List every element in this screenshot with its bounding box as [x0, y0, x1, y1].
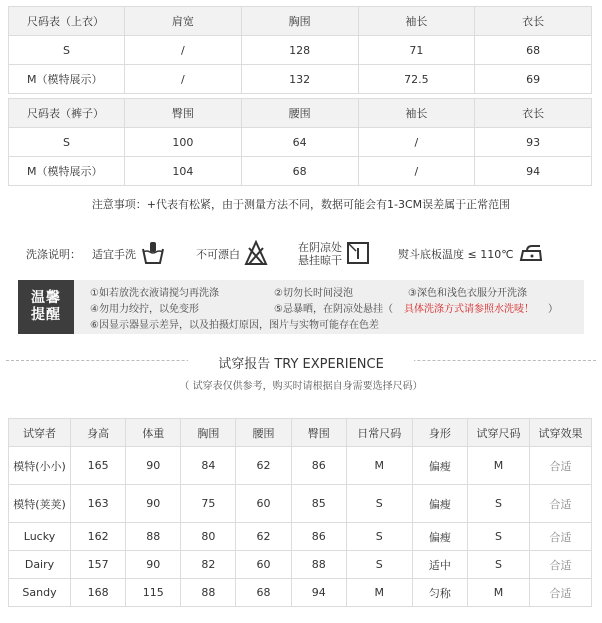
table-cell: 90: [126, 447, 181, 485]
table-cell: M（模特展示）: [9, 65, 125, 94]
header-cell: 尺码表（裤子）: [9, 99, 125, 128]
header-cell: 日常尺码: [346, 419, 412, 447]
shade-dry-icon: [346, 241, 370, 268]
table-cell: /: [125, 36, 242, 65]
header-cell: 肩宽: [125, 7, 242, 36]
table-row: [9, 128, 592, 157]
table-cell: 157: [71, 551, 126, 579]
wash-label: 洗涤说明：: [26, 248, 81, 261]
table-cell: 90: [126, 485, 181, 523]
table-cell: S: [346, 523, 412, 551]
table-cell: 合适: [530, 579, 592, 607]
table-cell: 86: [291, 523, 346, 551]
table-cell: Sandy: [9, 579, 71, 607]
header-cell: 胸围: [181, 419, 236, 447]
table-cell: 90: [126, 551, 181, 579]
table-cell: S: [468, 485, 530, 523]
table-cell: 80: [181, 523, 236, 551]
table-cell: 75: [181, 485, 236, 523]
header-cell: 试穿尺码: [468, 419, 530, 447]
table-cell: 104: [125, 157, 242, 186]
reminder-box: [18, 280, 584, 334]
table-row: [9, 551, 592, 579]
table-header-row: [9, 99, 592, 128]
header-cell: 试穿效果: [530, 419, 592, 447]
table-row: [9, 157, 592, 186]
header-cell: 腰围: [236, 419, 291, 447]
table-cell: 165: [71, 447, 126, 485]
table-row: [9, 447, 592, 485]
table-cell: S: [9, 128, 125, 157]
no-bleach-icon: [244, 240, 268, 269]
table-row: [9, 36, 592, 65]
iron-icon: [518, 242, 544, 267]
table-cell: 合适: [530, 551, 592, 579]
table-row: [9, 579, 592, 607]
header-cell: 胸围: [241, 7, 358, 36]
table-cell: /: [125, 65, 242, 94]
table-cell: 94: [475, 157, 592, 186]
table-cell: 适中: [412, 551, 467, 579]
tip-1: ①如若放洗衣液请搅匀再洗涤: [90, 288, 219, 299]
table-cell: 62: [236, 447, 291, 485]
tip-5: ⑤忌暴晒，在阴凉处悬挂（: [274, 304, 393, 315]
table-cell: 84: [181, 447, 236, 485]
table-cell: 85: [291, 485, 346, 523]
table-row: [9, 485, 592, 523]
table-cell: 68: [241, 157, 358, 186]
iron-item: 熨斗底板温度 ≤ 110℃: [398, 237, 544, 271]
table-row: [9, 523, 592, 551]
table-cell: 69: [475, 65, 592, 94]
table-cell: 合适: [530, 523, 592, 551]
header-cell: 身形: [412, 419, 467, 447]
table-cell: 64: [241, 128, 358, 157]
size-table-pants: [8, 98, 592, 186]
table-cell: M: [468, 447, 530, 485]
try-report-title: 试穿报告 TRY EXPERIENCE: [188, 353, 414, 372]
table-cell: M: [346, 579, 412, 607]
hand-wash-icon: [140, 240, 166, 269]
table-cell: 168: [71, 579, 126, 607]
table-cell: 偏瘦: [412, 485, 467, 523]
header-cell: 尺码表（上衣）: [9, 7, 125, 36]
table-cell: 偏瘦: [412, 523, 467, 551]
table-cell: S: [346, 485, 412, 523]
table-cell: S: [468, 523, 530, 551]
size-table-top: [8, 6, 592, 94]
table-cell: 93: [475, 128, 592, 157]
table-row: [9, 65, 592, 94]
table-cell: 88: [126, 523, 181, 551]
reminder-badge: 温馨 提醒: [18, 280, 74, 334]
table-cell: 88: [291, 551, 346, 579]
table-cell: 72.5: [358, 65, 475, 94]
tip-4: ④勿用力绞拧，以免变形: [90, 304, 199, 315]
header-cell: 试穿者: [9, 419, 71, 447]
table-cell: M: [346, 447, 412, 485]
table-cell: 162: [71, 523, 126, 551]
header-cell: 体重: [126, 419, 181, 447]
shade-dry-item: 在阴凉处 悬挂晾干: [298, 237, 370, 271]
measurement-note: 注意事项：+代表有松紧，由于测量方法不同，数据可能会有1-3CM误差属于正常范围: [91, 198, 511, 211]
table-cell: M（模特展示）: [9, 157, 125, 186]
table-header-row: [9, 419, 592, 447]
table-cell: 匀称: [412, 579, 467, 607]
table-cell: Lucky: [9, 523, 71, 551]
tip-6: ⑥因显示器显示差异，以及拍摄灯原因，图片与实物可能存在色差: [90, 320, 379, 331]
tip-2: ②切勿长时间浸泡: [274, 288, 353, 299]
table-cell: 60: [236, 485, 291, 523]
hand-wash-item: 适宜手洗: [92, 237, 166, 271]
table-cell: 86: [291, 447, 346, 485]
table-cell: S: [9, 36, 125, 65]
table-cell: Dairy: [9, 551, 71, 579]
table-cell: 模特(荚荚): [9, 485, 71, 523]
table-cell: 68: [475, 36, 592, 65]
table-cell: 62: [236, 523, 291, 551]
header-cell: 身高: [71, 419, 126, 447]
table-cell: 60: [236, 551, 291, 579]
header-cell: 腰围: [241, 99, 358, 128]
wash-instructions: [26, 237, 586, 271]
table-cell: /: [358, 157, 475, 186]
table-cell: 128: [241, 36, 358, 65]
table-cell: S: [468, 551, 530, 579]
table-cell: M: [468, 579, 530, 607]
table-cell: 163: [71, 485, 126, 523]
table-cell: /: [358, 128, 475, 157]
tip-5-warning: 具体洗涤方式请参照水洗唛！: [404, 304, 534, 315]
table-cell: 94: [291, 579, 346, 607]
header-cell: 衣长: [475, 99, 592, 128]
table-cell: 合适: [530, 447, 592, 485]
table-cell: 88: [181, 579, 236, 607]
table-cell: 71: [358, 36, 475, 65]
table-cell: 82: [181, 551, 236, 579]
header-cell: 袖长: [358, 7, 475, 36]
no-bleach-item: 不可漂白: [196, 237, 268, 271]
tip-5-end: ）: [548, 304, 558, 315]
header-cell: 臀围: [125, 99, 242, 128]
header-cell: 臀围: [291, 419, 346, 447]
table-cell: 115: [126, 579, 181, 607]
try-report-subtitle: （ 试穿表仅供参考，购买时请根据自身需要选择尺码）: [179, 381, 423, 392]
table-cell: 偏瘦: [412, 447, 467, 485]
tip-3: ③深色和浅色衣服分开洗涤: [408, 288, 527, 299]
try-report-table: [8, 418, 592, 607]
header-cell: 袖长: [358, 99, 475, 128]
header-cell: 衣长: [475, 7, 592, 36]
table-cell: 模特(小小): [9, 447, 71, 485]
table-header-row: [9, 7, 592, 36]
table-cell: S: [346, 551, 412, 579]
table-cell: 合适: [530, 485, 592, 523]
table-cell: 68: [236, 579, 291, 607]
table-cell: 132: [241, 65, 358, 94]
table-cell: 100: [125, 128, 242, 157]
